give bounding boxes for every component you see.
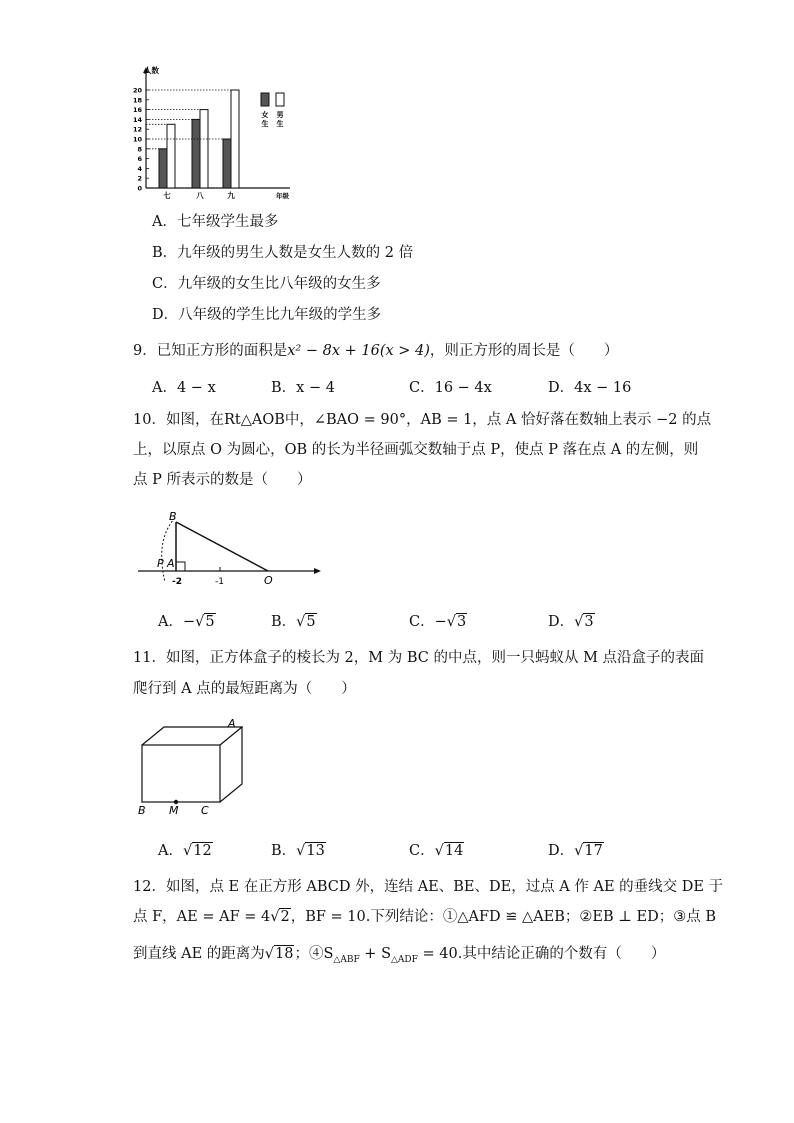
legend-label-male: 男 [276, 111, 284, 119]
y-tick-label: 12 [132, 125, 142, 134]
cube-side-face [220, 727, 242, 802]
radical-sign: √ [296, 614, 306, 630]
q9-text-b: ，则正方形的周长是（ ） [429, 343, 619, 359]
q9-text-a: 9．已知正方形的面积是 [133, 343, 288, 359]
q12-line-3-radicand: 18 [275, 946, 294, 962]
radical-sign: √ [270, 909, 280, 925]
label-a: A [228, 717, 236, 730]
q11-option-c-label: C． [409, 843, 435, 859]
label-minus-2: -2 [172, 577, 182, 587]
q10-line-3: 点 P 所表示的数是（ ） [133, 472, 312, 488]
q12-line-3a: 到直线 AE 的距离为 [133, 946, 265, 962]
q11-option-b [271, 841, 326, 861]
q11-line-2: 爬行到 A 点的最短距离为（ ） [133, 681, 356, 697]
radical-sign: √ [182, 843, 193, 859]
bar-female-1 [159, 149, 167, 188]
q10-option-d-label: D． [548, 614, 575, 630]
radical-sign: √ [296, 843, 306, 859]
q10-option-c [409, 612, 467, 632]
segment-bo [176, 522, 268, 571]
bar-female-2 [192, 119, 200, 188]
q9-option-d: D．4x − 16 [548, 380, 632, 396]
legend-label-female: 生 [261, 120, 269, 128]
radical-sign: √ [434, 843, 444, 859]
q11-option-d-label: D． [548, 843, 575, 859]
q11-option-a [158, 841, 213, 861]
bar-male-3 [231, 90, 239, 188]
radical-sign: √ [574, 614, 584, 630]
radical-sign: √ [195, 614, 205, 630]
q12-plus: + S [359, 946, 392, 962]
y-tick-label: 4 [137, 164, 142, 173]
q11-option-c-radicand: 14 [444, 843, 464, 859]
legend-swatch-female [261, 93, 269, 106]
q12-line-2a: 点 F，AE = AF = 4 [133, 909, 271, 925]
q10-option-c-label: C．− [409, 614, 447, 630]
bar-male-1 [167, 124, 175, 188]
q12-sub-abf: △ABF [333, 954, 360, 965]
q9-option-a: A．4 − x [152, 380, 216, 396]
bar-female-3 [223, 139, 231, 188]
x-tick-label: 八 [196, 191, 204, 200]
arc-dotted [162, 518, 175, 582]
q11-option-d [548, 841, 604, 861]
q11-option-c [409, 841, 464, 861]
y-tick-label: 10 [132, 135, 142, 144]
legend-label-female: 女 [261, 111, 269, 119]
y-tick-label: 0 [137, 184, 142, 193]
y-tick-label: 20 [132, 86, 142, 95]
q11-option-b-label: B． [271, 843, 297, 859]
q10-option-b-label: B． [271, 614, 297, 630]
q12-line-2-radicand: 2 [280, 909, 290, 925]
x-tick-label: 九 [227, 191, 235, 200]
q12-line-3 [133, 944, 665, 970]
x-axis-label: 年级 [276, 192, 289, 200]
q9-stem [133, 341, 618, 361]
y-tick-label: 8 [137, 145, 142, 154]
label-m: M [169, 804, 179, 817]
q12-line-2b: ，BF = 10.下列结论：①△AFD ≌ △AEB；②EB ⊥ ED；③点 B [290, 909, 716, 925]
label-p: P [157, 557, 164, 570]
q10-line-1: 10．如图，在Rt△AOB中，∠BAO = 90°，AB = 1，点 A 恰好落在数轴上表示 −2 的点 [133, 412, 712, 428]
y-tick-label: 18 [132, 96, 142, 105]
q8-option-d: D．八年级的学生比九年级的学生多 [152, 307, 382, 323]
chart-plot-area [133, 65, 290, 200]
q9-expression: x² − 8x + 16(x > 4) [287, 343, 430, 359]
q10-option-a-label: A．− [158, 614, 196, 630]
y-tick-label: 16 [132, 106, 142, 115]
radical-sign: √ [264, 946, 275, 962]
label-c: C [201, 804, 209, 817]
q12-line-1: 12．如图，点 E 在正方形 ABCD 外，连结 AE、BE、DE，过点 A 作 AE 的垂线交 DE 于 [133, 879, 724, 895]
q8-option-c: C．九年级的女生比八年级的女生多 [152, 276, 381, 292]
axis-arrow [314, 568, 321, 574]
q9-option-c: C．16 − 4x [409, 380, 492, 396]
q10-number-line-figure [133, 500, 328, 590]
q11-option-b-radicand: 13 [306, 843, 325, 859]
q10-option-a-radicand: 5 [205, 614, 215, 630]
q9-option-b: B．x − 4 [271, 380, 335, 396]
bar-male-2 [200, 110, 208, 188]
q11-option-a-label: A． [158, 843, 183, 859]
y-tick-label: 14 [132, 115, 142, 124]
radical-sign: √ [446, 614, 456, 630]
y-tick-label: 2 [137, 174, 142, 183]
q10-option-b-radicand: 5 [306, 614, 316, 630]
q10-option-a [158, 612, 216, 632]
cube-top-face [142, 727, 242, 745]
legend-swatch-male [276, 93, 284, 106]
q8-option-b: B．九年级的男生人数是女生人数的 2 倍 [152, 245, 414, 261]
x-tick-label: 七 [163, 191, 171, 200]
label-o: O [264, 574, 273, 587]
y-axis-label: 人数 [144, 66, 159, 75]
q11-option-a-radicand: 12 [193, 843, 212, 859]
q10-option-b [271, 612, 317, 632]
q8-option-a: A．七年级学生最多 [152, 214, 279, 230]
q11-option-d-radicand: 17 [584, 843, 603, 859]
label-minus-1: -1 [215, 577, 224, 587]
radical-sign: √ [574, 843, 584, 859]
label-b: B [138, 804, 146, 817]
q12-line-2 [133, 907, 716, 927]
legend-label-male: 生 [276, 120, 284, 128]
right-angle-mark [176, 562, 185, 571]
y-tick-label: 6 [137, 155, 142, 164]
bar-chart [120, 62, 310, 202]
label-b: B [169, 510, 177, 523]
label-a: A [167, 557, 175, 570]
q12-sub-adf: △ADF [391, 954, 418, 965]
q12-line-3b: ；④S [294, 946, 334, 962]
q11-cube-figure [133, 715, 243, 820]
q11-line-1: 11．如图，正方体盒子的棱长为 2，M 为 BC 的中点，则一只蚂蚁从 M 点沿盒子的表面 [133, 650, 705, 666]
cube-front-face [142, 745, 220, 802]
q10-line-2: 上，以原点 O 为圆心，OB 的长为半径画弧交数轴于点 P，使点 P 落在点 A 的左侧，则 [133, 442, 699, 458]
q10-option-d [548, 612, 595, 632]
q10-option-c-radicand: 3 [457, 614, 467, 630]
q12-line-3c: = 40.其中结论正确的个数有（ ） [417, 946, 666, 962]
q10-option-d-radicand: 3 [584, 614, 594, 630]
